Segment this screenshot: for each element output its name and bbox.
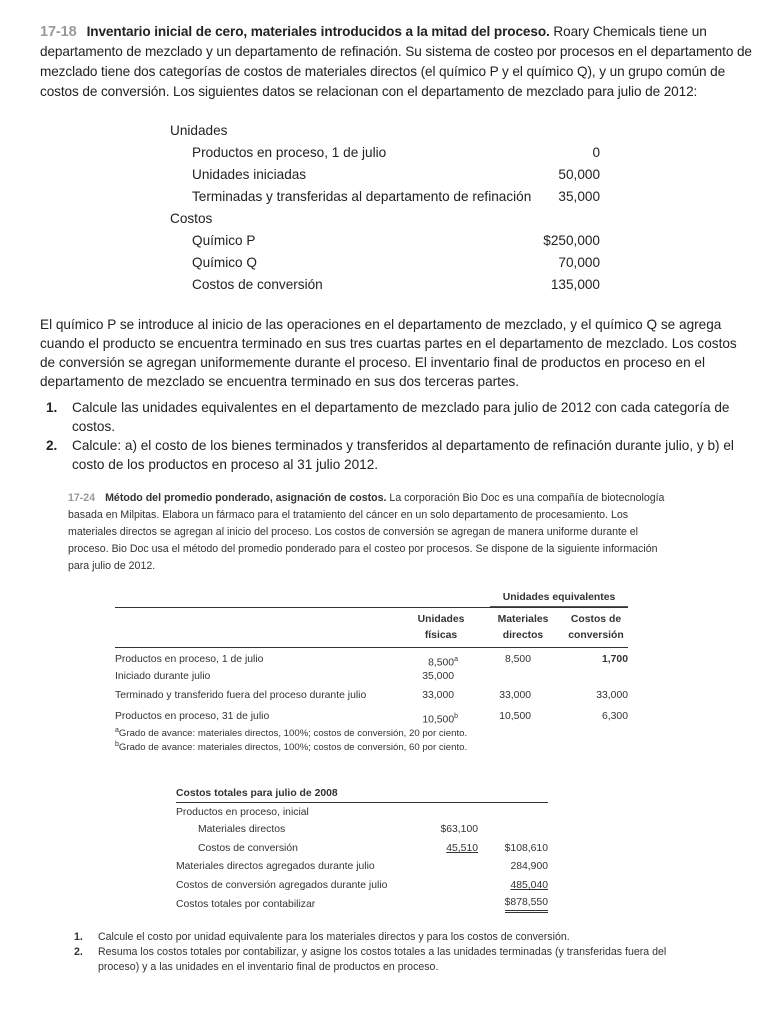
footnote: $^b$Grado de avance: materiales directos, 100%; costos de conversión, 60 por ciento. (115, 741, 468, 754)
table-row: Materiales directos $63,100 (198, 824, 478, 835)
table-row: Costos totales por contabilizar $878,550 (176, 896, 548, 913)
table-row: Terminado y transferido fuera del proceso durante julio 33,000 33,000 33,000 (115, 690, 628, 701)
problem-17-24-intro (68, 490, 666, 575)
table-row: Químico Q 70,000 (192, 255, 600, 270)
table-row: Terminadas y transferidas al departamento de refinación 35,000 (192, 189, 600, 204)
problem-number: 17-18 (40, 24, 77, 40)
problem-17-18-intro (40, 22, 754, 102)
table-row: Químico P $250,000 (192, 233, 600, 248)
table-row: Productos en proceso, 31 de julio 10,500$^b$ 10,500 6,300 (115, 711, 628, 726)
table-row: Materiales directos agregados durante julio 284,900 (176, 861, 548, 872)
table-row: Costos de conversión 135,000 (192, 277, 600, 292)
col-header-dm: Materiales directos (497, 614, 549, 641)
col-header-physical: Unidades físicas (417, 614, 465, 641)
list-item: 2. Calcule: a) el costo de los bienes terminados y transferidos al departamento de refinación durante julio, y b) el costo de los productos en proceso al 31 julio 2012. (46, 438, 734, 472)
divider (115, 647, 628, 648)
problem-title: Método del promedio ponderado, asignación de costos. (105, 492, 387, 504)
table-row: Unidades iniciadas 50,000 (192, 167, 600, 182)
table-row: Productos en proceso, inicial (176, 807, 309, 818)
list-item: 2. Resuma los costos totales por contabilizar, y asigne los costos totales a las unidades terminadas (y transferidas fuera del proceso) y a las unidades en el inventario final de productos en proceso. (74, 946, 667, 973)
problem-intro-text: La corporación Bio Doc es una compañía de biotecnología basada en Milpitas. Elabora un fármaco para el tratamiento del cáncer en un solo departamento de procesamiento. Los materiales directos se agregan al inicio del proceso. Los costos de conversión se agregan de manera uniforme durante el proceso. Bio Doc usa el método del promedio ponderado para el costeo por procesos. Se dispone de la siguiente información para julio de 2012. (68, 492, 665, 572)
units-header: Unidades (170, 123, 228, 138)
costs-header: Costos (170, 211, 213, 226)
table-row: Productos en proceso, 1 de julio 0 (192, 145, 600, 160)
problem-17-24-questions (74, 930, 674, 975)
problem-17-18-questions (40, 398, 754, 474)
divider (115, 607, 628, 608)
roary-data-table (170, 120, 600, 296)
col-header-conv: Costos de conversión (568, 614, 624, 641)
table-row: Iniciado durante julio 35,000 (115, 671, 454, 682)
table-row: Productos en proceso, 1 de julio 8,500$^a$ 8,500 1,700 (115, 654, 628, 669)
table-row: Costos de conversión 45,510 $108,610 (198, 843, 548, 854)
problem-number: 17-24 (68, 492, 96, 504)
list-item: 1. Calcule el costo por unidad equivalente para los materiales directos y para los costos de conversión. (74, 931, 570, 943)
list-item: 1. Calcule las unidades equivalentes en el departamento de mezclado para julio de 2012 con cada categoría de costos. (46, 400, 730, 434)
table-row: Costos de conversión agregados durante julio 485,040 (176, 880, 548, 891)
cost-table-title: Costos totales para julio de 2008 (176, 785, 548, 803)
footnote: $^a$Grado de avance: materiales directos, 100%; costos de conversión, 20 por ciento. (115, 727, 468, 740)
problem-17-18-paragraph: El químico P se introduce al inicio de las operaciones en el departamento de mezclado, y el químico Q se agrega cuando el producto se encuentra terminado en sus tres cuartas partes en el departamento de mezclado. Los costos de conversión se agregan uniformemente durante el proceso. El inventario final de productos en proceso en el departamento de mezclado se encuentra terminado en sus dos terceras partes. (40, 317, 737, 389)
group-header: Unidades equivalentes (490, 590, 628, 607)
problem-title: Inventario inicial de cero, materiales introducidos a la mitad del proceso. (86, 24, 550, 39)
problem-intro-text: Roary Chemicals tiene un departamento de mezclado y un departamento de refinación. Su sistema de costeo por procesos en el departamento de mezclado tiene dos categorías de costos de materiales directos (el químico P y el químico Q), y un grupo común de costos de conversión. Los siguientes datos se relacionan con el departamento de mezclado para julio de 2012: (40, 24, 752, 99)
